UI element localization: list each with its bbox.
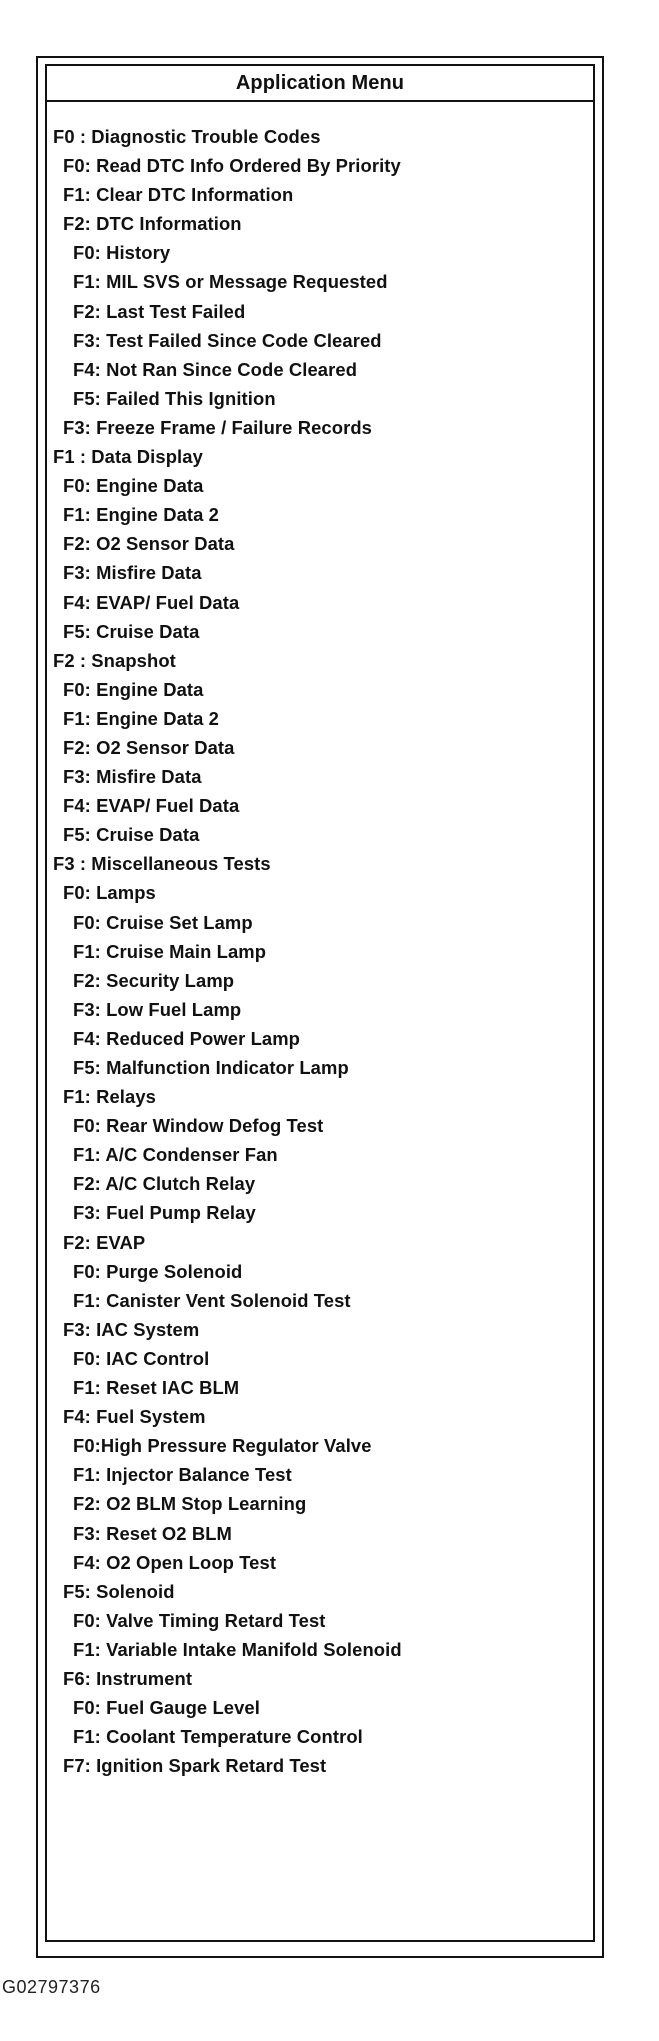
menu-item[interactable]: F3 : Miscellaneous Tests [53,853,271,875]
menu-item[interactable]: F3: Test Failed Since Code Cleared [73,329,382,351]
menu-item[interactable]: F3: Misfire Data [63,766,202,788]
menu-item[interactable]: F3: Low Fuel Lamp [73,998,242,1020]
menu-item[interactable]: F0: Read DTC Info Ordered By Priority [63,155,401,177]
figure-id: G02797376 [2,1977,101,1997]
menu-item[interactable]: F2 : Snapshot [53,649,176,671]
menu-item[interactable]: F1: A/C Condenser Fan [73,1144,278,1166]
menu-item[interactable]: F5: Solenoid [63,1580,175,1602]
menu-item[interactable]: F3: Misfire Data [63,562,202,584]
menu-item[interactable]: F0: Engine Data [63,475,204,497]
menu-item[interactable]: F5: Cruise Data [63,620,200,642]
menu-item[interactable]: F0: Lamps [63,882,156,904]
menu-title: Application Menu [47,66,593,102]
menu-item[interactable]: F2: DTC Information [63,213,242,235]
menu-item[interactable]: F2: O2 Sensor Data [63,736,235,758]
menu-item[interactable]: F4: EVAP/ Fuel Data [63,591,240,613]
menu-item[interactable]: F0: IAC Control [73,1347,210,1369]
menu-item[interactable]: F1: Reset IAC BLM [73,1377,240,1399]
menu-item[interactable]: F0: Rear Window Defog Test [73,1115,324,1137]
menu-item[interactable]: F0: Fuel Gauge Level [73,1697,260,1719]
menu-item[interactable]: F0: History [73,242,171,264]
menu-item[interactable]: F1: MIL SVS or Message Requested [73,271,388,293]
menu-item[interactable]: F2: EVAP [63,1231,146,1253]
menu-item[interactable]: F1: Injector Balance Test [73,1464,292,1486]
menu-item[interactable]: F5: Failed This Ignition [73,387,276,409]
menu-item[interactable]: F1 : Data Display [53,446,203,468]
menu-item[interactable]: F1: Clear DTC Information [63,184,294,206]
menu-item[interactable]: F3: Fuel Pump Relay [73,1202,256,1224]
menu-item[interactable]: F1: Engine Data 2 [63,504,220,526]
menu-item[interactable]: F6: Instrument [63,1667,193,1689]
menu-item[interactable]: F3: Freeze Frame / Failure Records [63,416,373,438]
menu-frame-inner [45,64,595,1942]
menu-item[interactable]: F1: Canister Vent Solenoid Test [73,1289,351,1311]
menu-item[interactable]: F0: Engine Data [63,678,204,700]
menu-item[interactable]: F4: EVAP/ Fuel Data [63,795,240,817]
menu-item[interactable]: F0: Cruise Set Lamp [73,911,253,933]
menu-item[interactable]: F4: Fuel System [63,1406,206,1428]
menu-item[interactable]: F4: Not Ran Since Code Cleared [73,358,358,380]
menu-item[interactable]: F1: Variable Intake Manifold Solenoid [73,1638,402,1660]
menu-item[interactable]: F4: Reduced Power Lamp [73,1027,301,1049]
menu-item[interactable]: F0: Valve Timing Retard Test [73,1609,326,1631]
menu-item[interactable]: F2: O2 Sensor Data [63,533,235,555]
menu-item[interactable]: F1: Cruise Main Lamp [73,940,267,962]
menu-item[interactable]: F1: Coolant Temperature Control [73,1726,363,1748]
menu-item[interactable]: F5: Malfunction Indicator Lamp [73,1057,349,1078]
menu-item[interactable]: F2: A/C Clutch Relay [73,1173,256,1195]
menu-item[interactable]: F2: Last Test Failed [73,300,246,322]
menu-item[interactable]: F1: Relays [63,1086,156,1108]
menu-item[interactable]: F2: O2 BLM Stop Learning [73,1493,307,1515]
menu-item[interactable]: F0 : Diagnostic Trouble Codes [53,126,321,147]
menu-item[interactable]: F0: Purge Solenoid [73,1260,243,1282]
menu-item[interactable]: F3: Reset O2 BLM [73,1522,232,1544]
menu-frame-outer [36,56,604,1958]
menu-item[interactable]: F4: O2 Open Loop Test [73,1551,277,1573]
menu-item[interactable]: F5: Cruise Data [63,824,200,846]
menu-item[interactable]: F2: Security Lamp [73,969,235,991]
menu-item[interactable]: F0:High Pressure Regulator Valve [73,1435,372,1457]
menu-item[interactable]: F1: Engine Data 2 [63,707,220,729]
menu-item[interactable]: F3: IAC System [63,1318,200,1340]
menu-list [47,122,593,1780]
menu-item[interactable]: F7: Ignition Spark Retard Test [63,1755,327,1777]
